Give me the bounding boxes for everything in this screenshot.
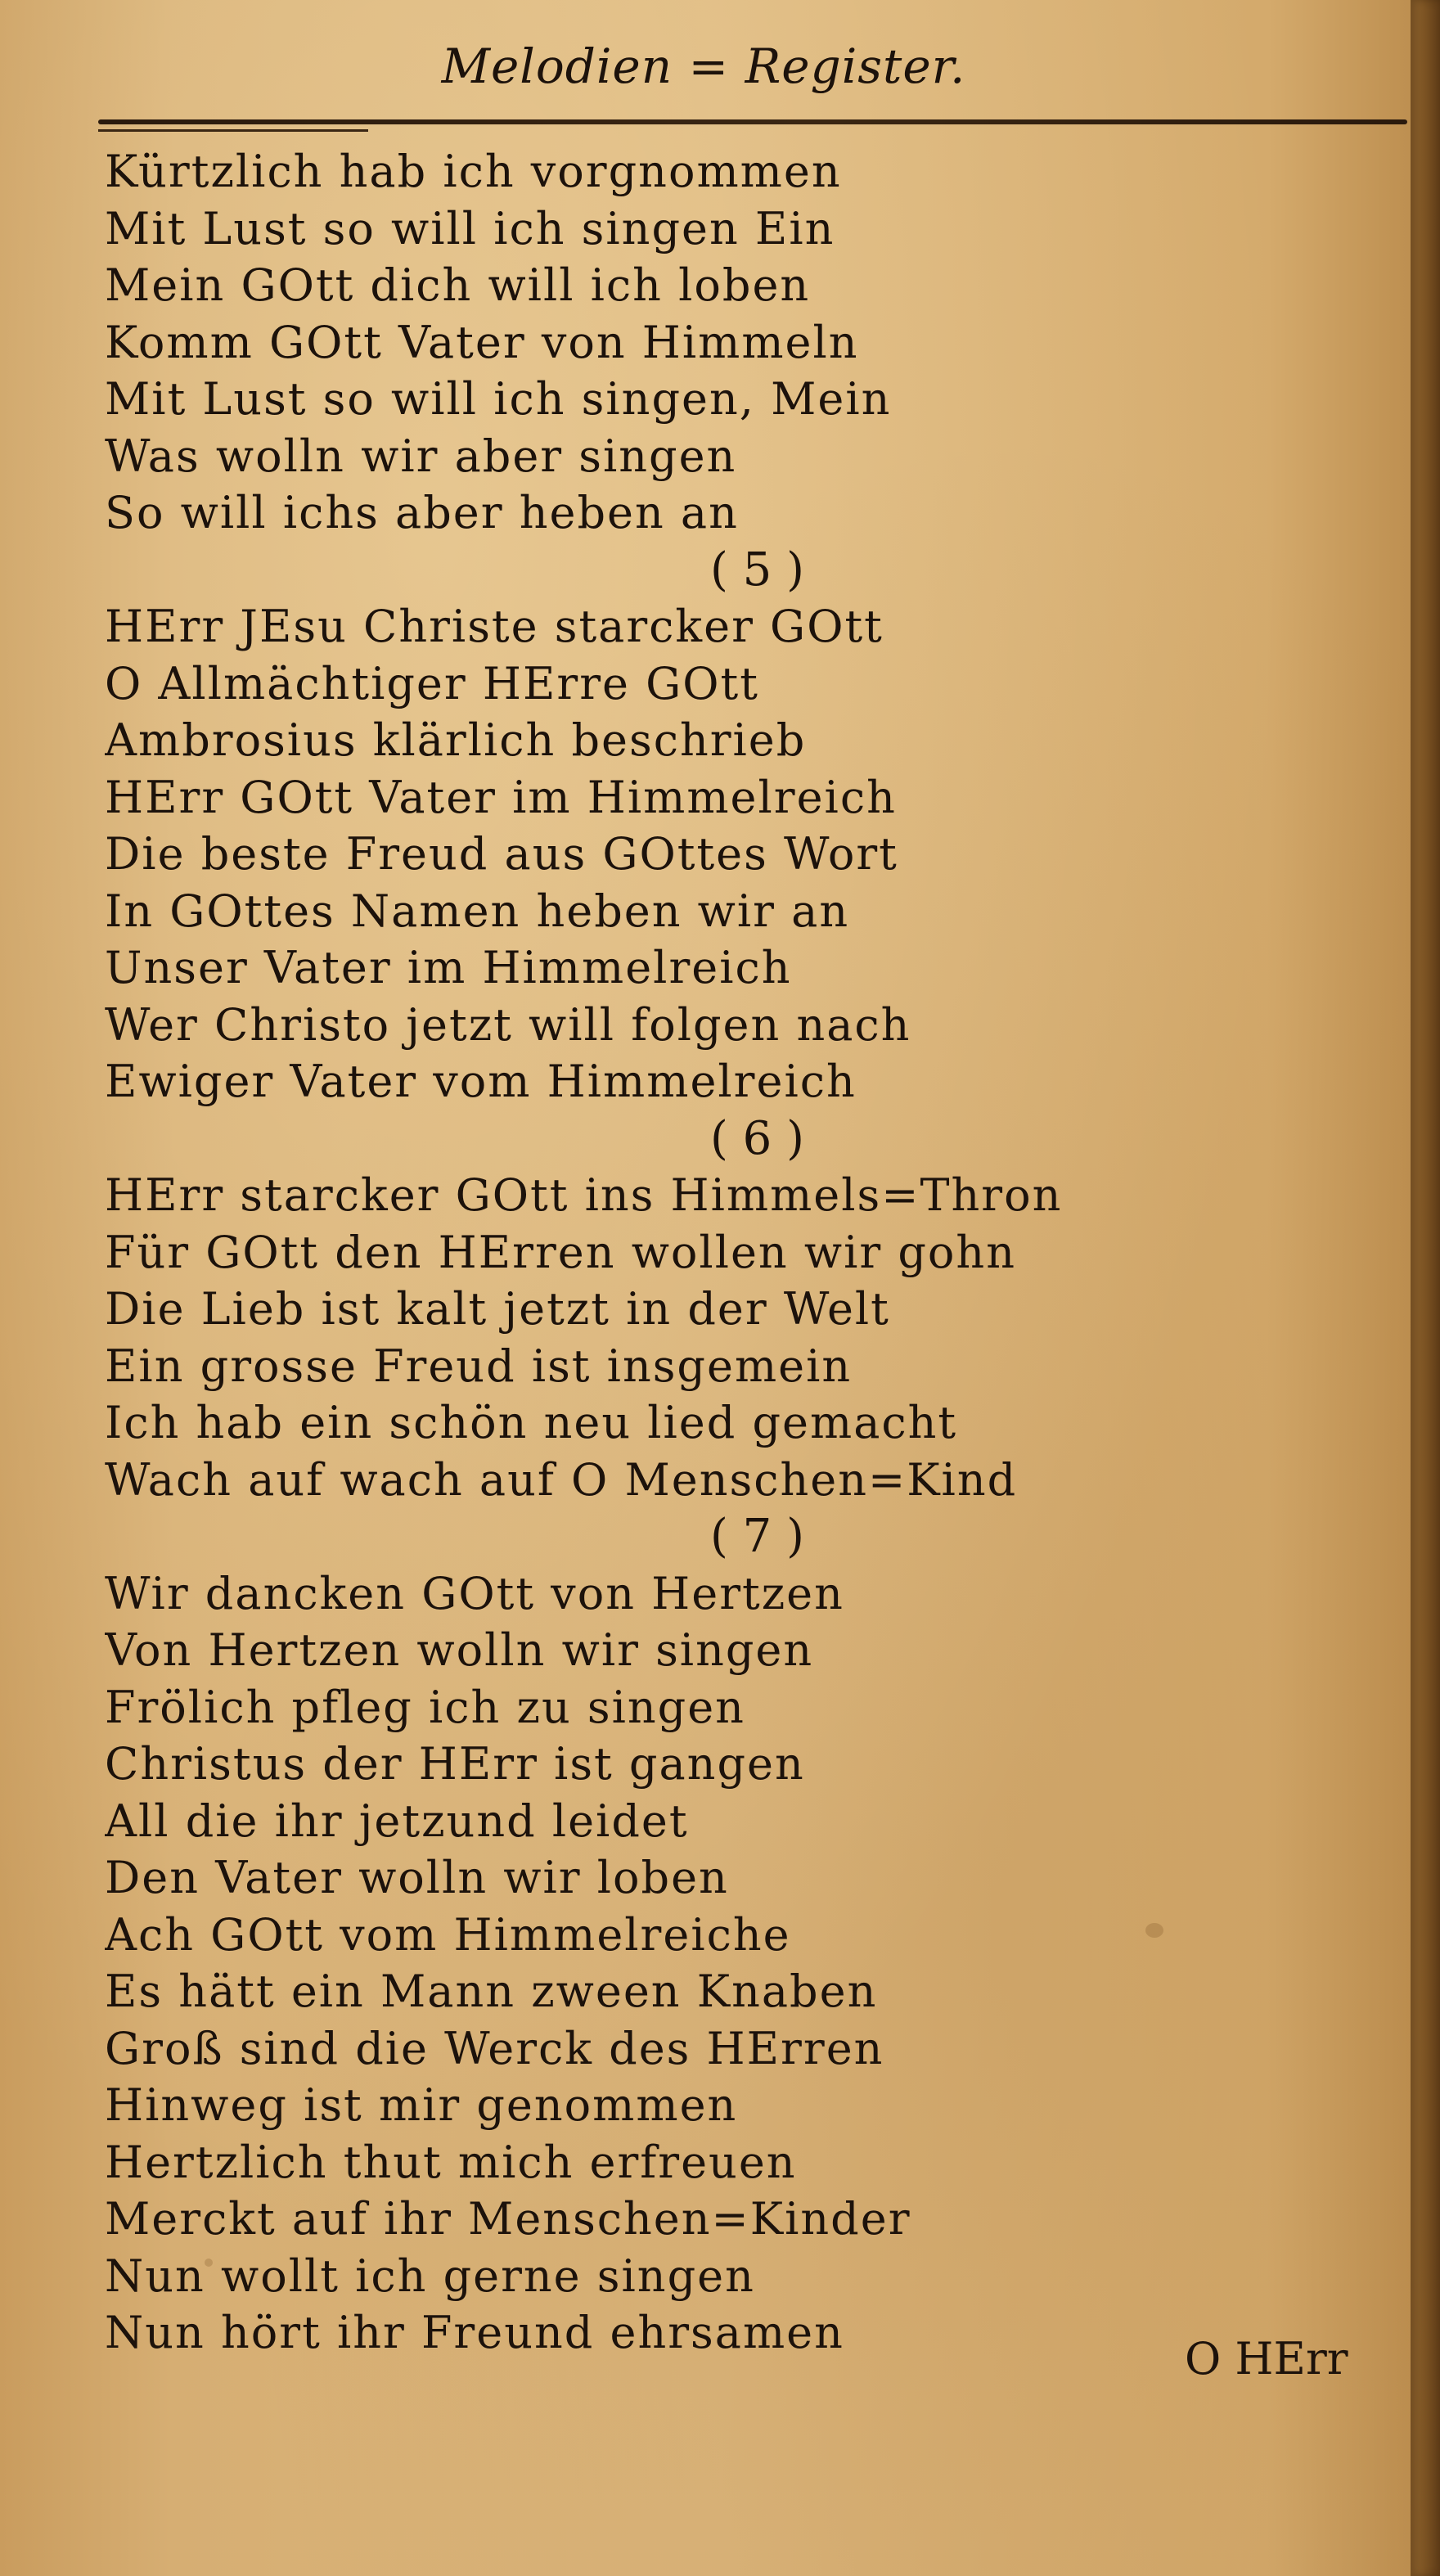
melody-entry: Nun hört ihr Freund ehrsamen (105, 2307, 844, 2358)
melody-entry: So will ichs aber heben an (105, 487, 739, 538)
melody-entry: Christus der HErr ist gangen (105, 1738, 805, 1790)
header-rule-accent (98, 129, 368, 132)
melody-entry: Groß sind die Werck des HErren (105, 2022, 884, 2074)
melody-entry: Ich hab ein schön neu lied gemacht (105, 1397, 958, 1448)
melody-register-list (105, 143, 1381, 2362)
melody-entry: Für GOtt den HErren wollen wir gohn (105, 1226, 1016, 1278)
melody-entry: Ach GOtt vom Himmelreiche (105, 1908, 791, 1961)
melody-entry: In GOttes Namen heben wir an (105, 885, 850, 937)
melody-entry: All die ihr jetzund leidet (105, 1795, 689, 1847)
melody-entry: Den Vater wolln wir loben (105, 1852, 729, 1903)
melody-entry: Die beste Freud aus GOttes Wort (105, 828, 898, 880)
page-header: Melodien = Register. (441, 38, 966, 94)
melody-entry: Hinweg ist mir genommen (105, 2079, 738, 2131)
melody-entry: Wach auf wach auf O Menschen=Kind (105, 1453, 1018, 1506)
melody-entry: Kürtzlich hab ich vorgnommen (105, 146, 842, 197)
book-spine-edge (1411, 0, 1440, 2576)
melody-entry: HErr JEsu Christe starcker GOtt (105, 601, 884, 652)
melody-entry: Merckt auf ihr Menschen=Kinder (105, 2193, 911, 2245)
melody-entry: O Allmächtiger HErre GOtt (105, 657, 759, 709)
melody-entry: Es hätt ein Mann zween Knaben (105, 1966, 878, 2017)
melody-entry: Wir dancken GOtt von Hertzen (105, 1567, 844, 1619)
catchword: O HErr (1185, 2333, 1348, 2385)
section-number: ( 7 ) (710, 1510, 804, 1563)
melody-entry: Komm GOtt Vater von Himmeln (105, 316, 859, 368)
melody-entry: Ambrosius klärlich beschrieb (105, 714, 807, 766)
melody-entry: Unser Vater im Himmelreich (105, 942, 792, 993)
melody-entry: Was wolln wir aber singen (105, 430, 737, 482)
melody-entry: Mein GOtt dich will ich loben (105, 259, 811, 311)
header-rule (98, 119, 1407, 124)
melody-entry: HErr starcker GOtt ins Himmels=Thron (105, 1169, 1063, 1221)
melody-entry: Hertzlich thut mich erfreuen (105, 2136, 797, 2188)
melody-entry: Frölich pfleg ich zu singen (105, 1681, 745, 1733)
melody-entry: Nun wollt ich gerne singen (105, 2249, 755, 2302)
melody-entry: Wer Christo jetzt will folgen nach (105, 998, 911, 1051)
melody-entry: Die Lieb ist kalt jetzt in der Welt (105, 1283, 890, 1335)
section-number: ( 5 ) (710, 543, 804, 597)
section-number: ( 6 ) (710, 1111, 804, 1165)
melody-entry: Mit Lust so will ich singen Ein (105, 202, 835, 254)
melody-entry: Ewiger Vater vom Himmelreich (105, 1056, 857, 1107)
melody-entry: Mit Lust so will ich singen, Mein (105, 373, 892, 425)
melody-entry: HErr GOtt Vater im Himmelreich (105, 771, 897, 823)
melody-entry: Ein grosse Freud ist insgemein (105, 1340, 853, 1392)
melody-entry: Von Hertzen wolln wir singen (105, 1624, 814, 1676)
